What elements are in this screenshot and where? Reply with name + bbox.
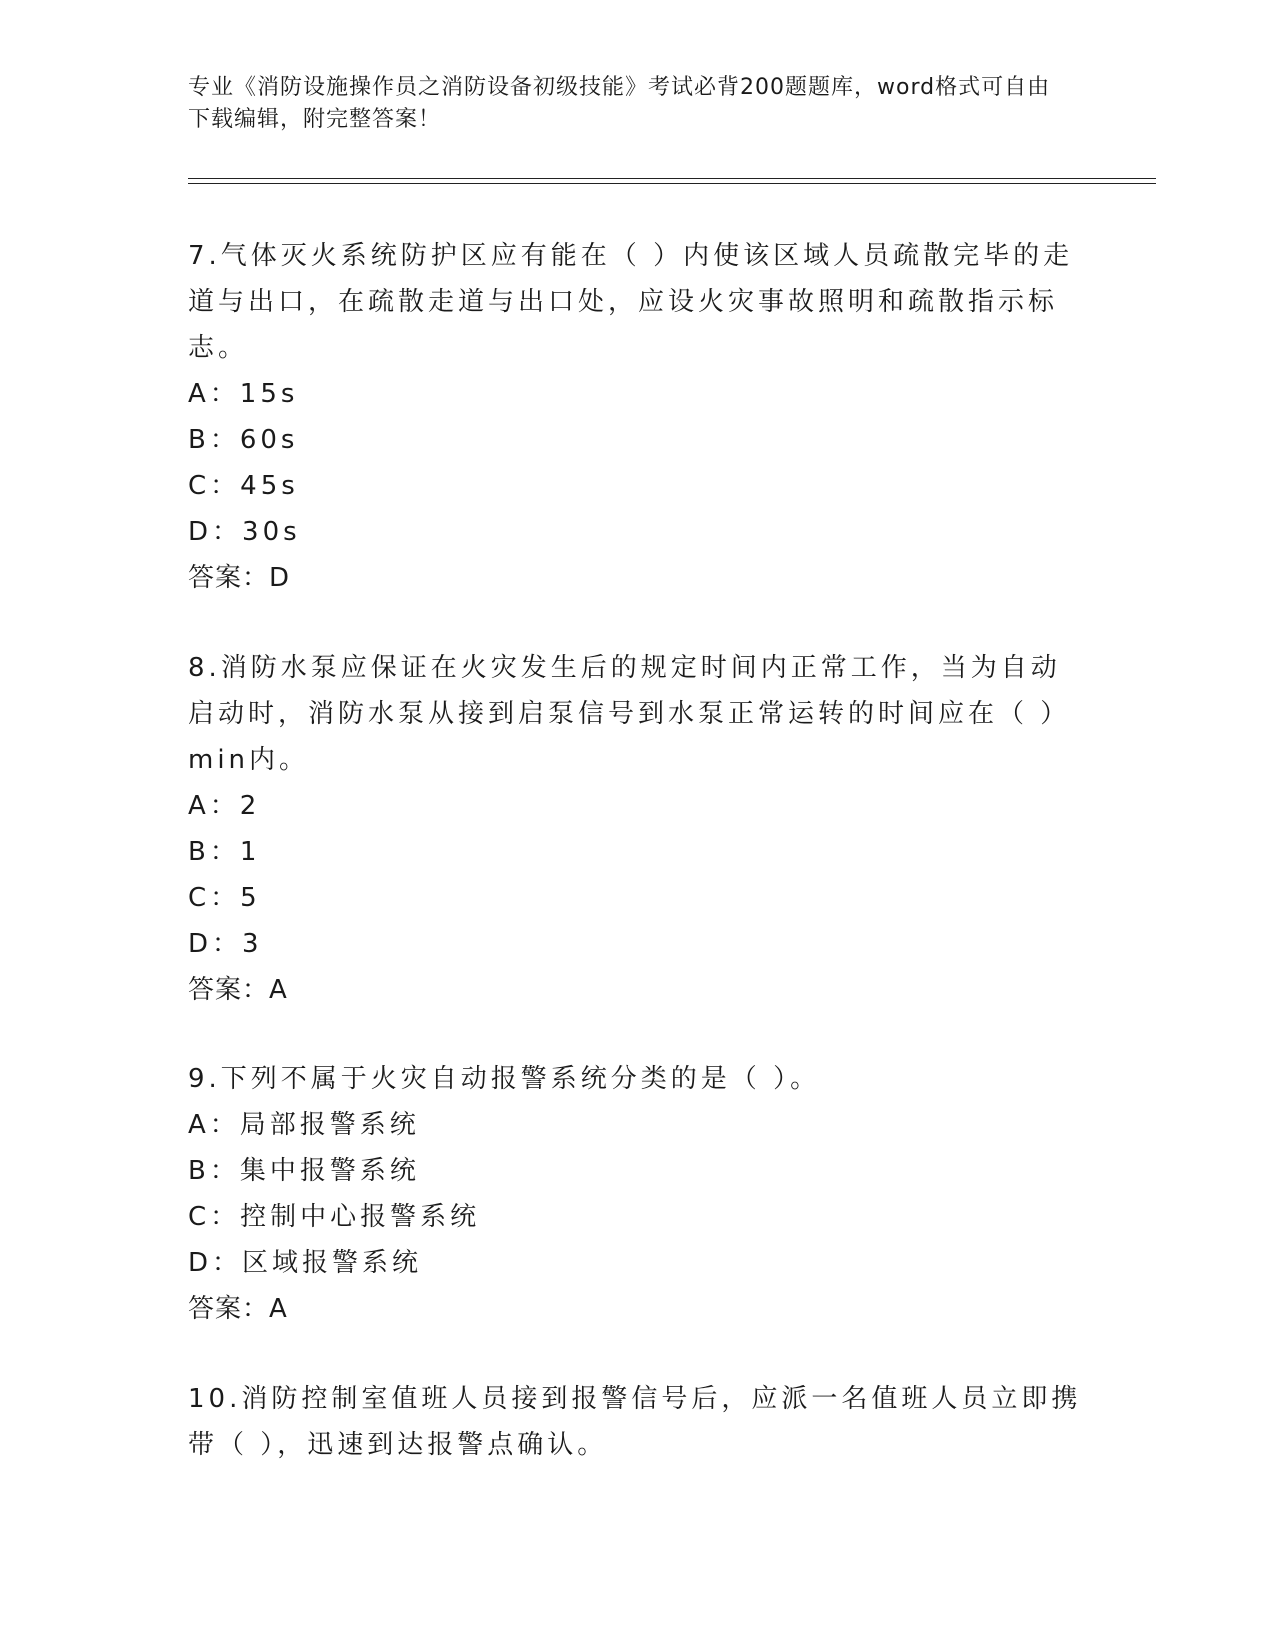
question-7 (188, 233, 1088, 601)
option-d: D：30s (188, 517, 301, 547)
question-text: 7.气体灭火系统防护区应有能在（ ）内使该区域人员疏散完毕的走道与出口，在疏散走道与出口处，应设火灾事故照明和疏散指示标志。 (188, 241, 1074, 363)
question-9 (188, 1056, 1088, 1332)
option-c: C：5 (188, 883, 261, 913)
question-text: 9.下列不属于火灾自动报警系统分类的是（ ）。 (188, 1064, 821, 1094)
header-divider-bottom (188, 183, 1156, 184)
answer-label: 答案：A (188, 975, 288, 1005)
question-8 (188, 645, 1088, 1013)
answer-label: 答案：D (188, 563, 291, 593)
option-b: B：1 (188, 837, 261, 867)
question-text: 10.消防控制室值班人员接到报警信号后，应派一名值班人员立即携带（ ），迅速到达报警点确认。 (188, 1384, 1082, 1460)
option-b: B：集中报警系统 (188, 1156, 420, 1186)
option-a: A：局部报警系统 (188, 1110, 420, 1140)
option-b: B：60s (188, 425, 299, 455)
question-10 (188, 1376, 1088, 1468)
option-a: A：15s (188, 379, 299, 409)
question-text: 8.消防水泵应保证在火灾发生后的规定时间内正常工作，当为自动启动时，消防水泵从接到启泵信号到水泵正常运转的时间应在（ ）min内。 (188, 653, 1071, 775)
answer-label: 答案：A (188, 1294, 288, 1324)
header-divider-top (188, 178, 1156, 179)
document-header: 专业《消防设施操作员之消防设备初级技能》考试必背200题题库，word格式可自由下载编辑，附完整答案！ (188, 75, 1051, 132)
option-c: C：45s (188, 471, 299, 501)
option-a: A：2 (188, 791, 261, 821)
option-d: D：区域报警系统 (188, 1248, 423, 1278)
option-d: D：3 (188, 929, 263, 959)
option-c: C：控制中心报警系统 (188, 1202, 481, 1232)
